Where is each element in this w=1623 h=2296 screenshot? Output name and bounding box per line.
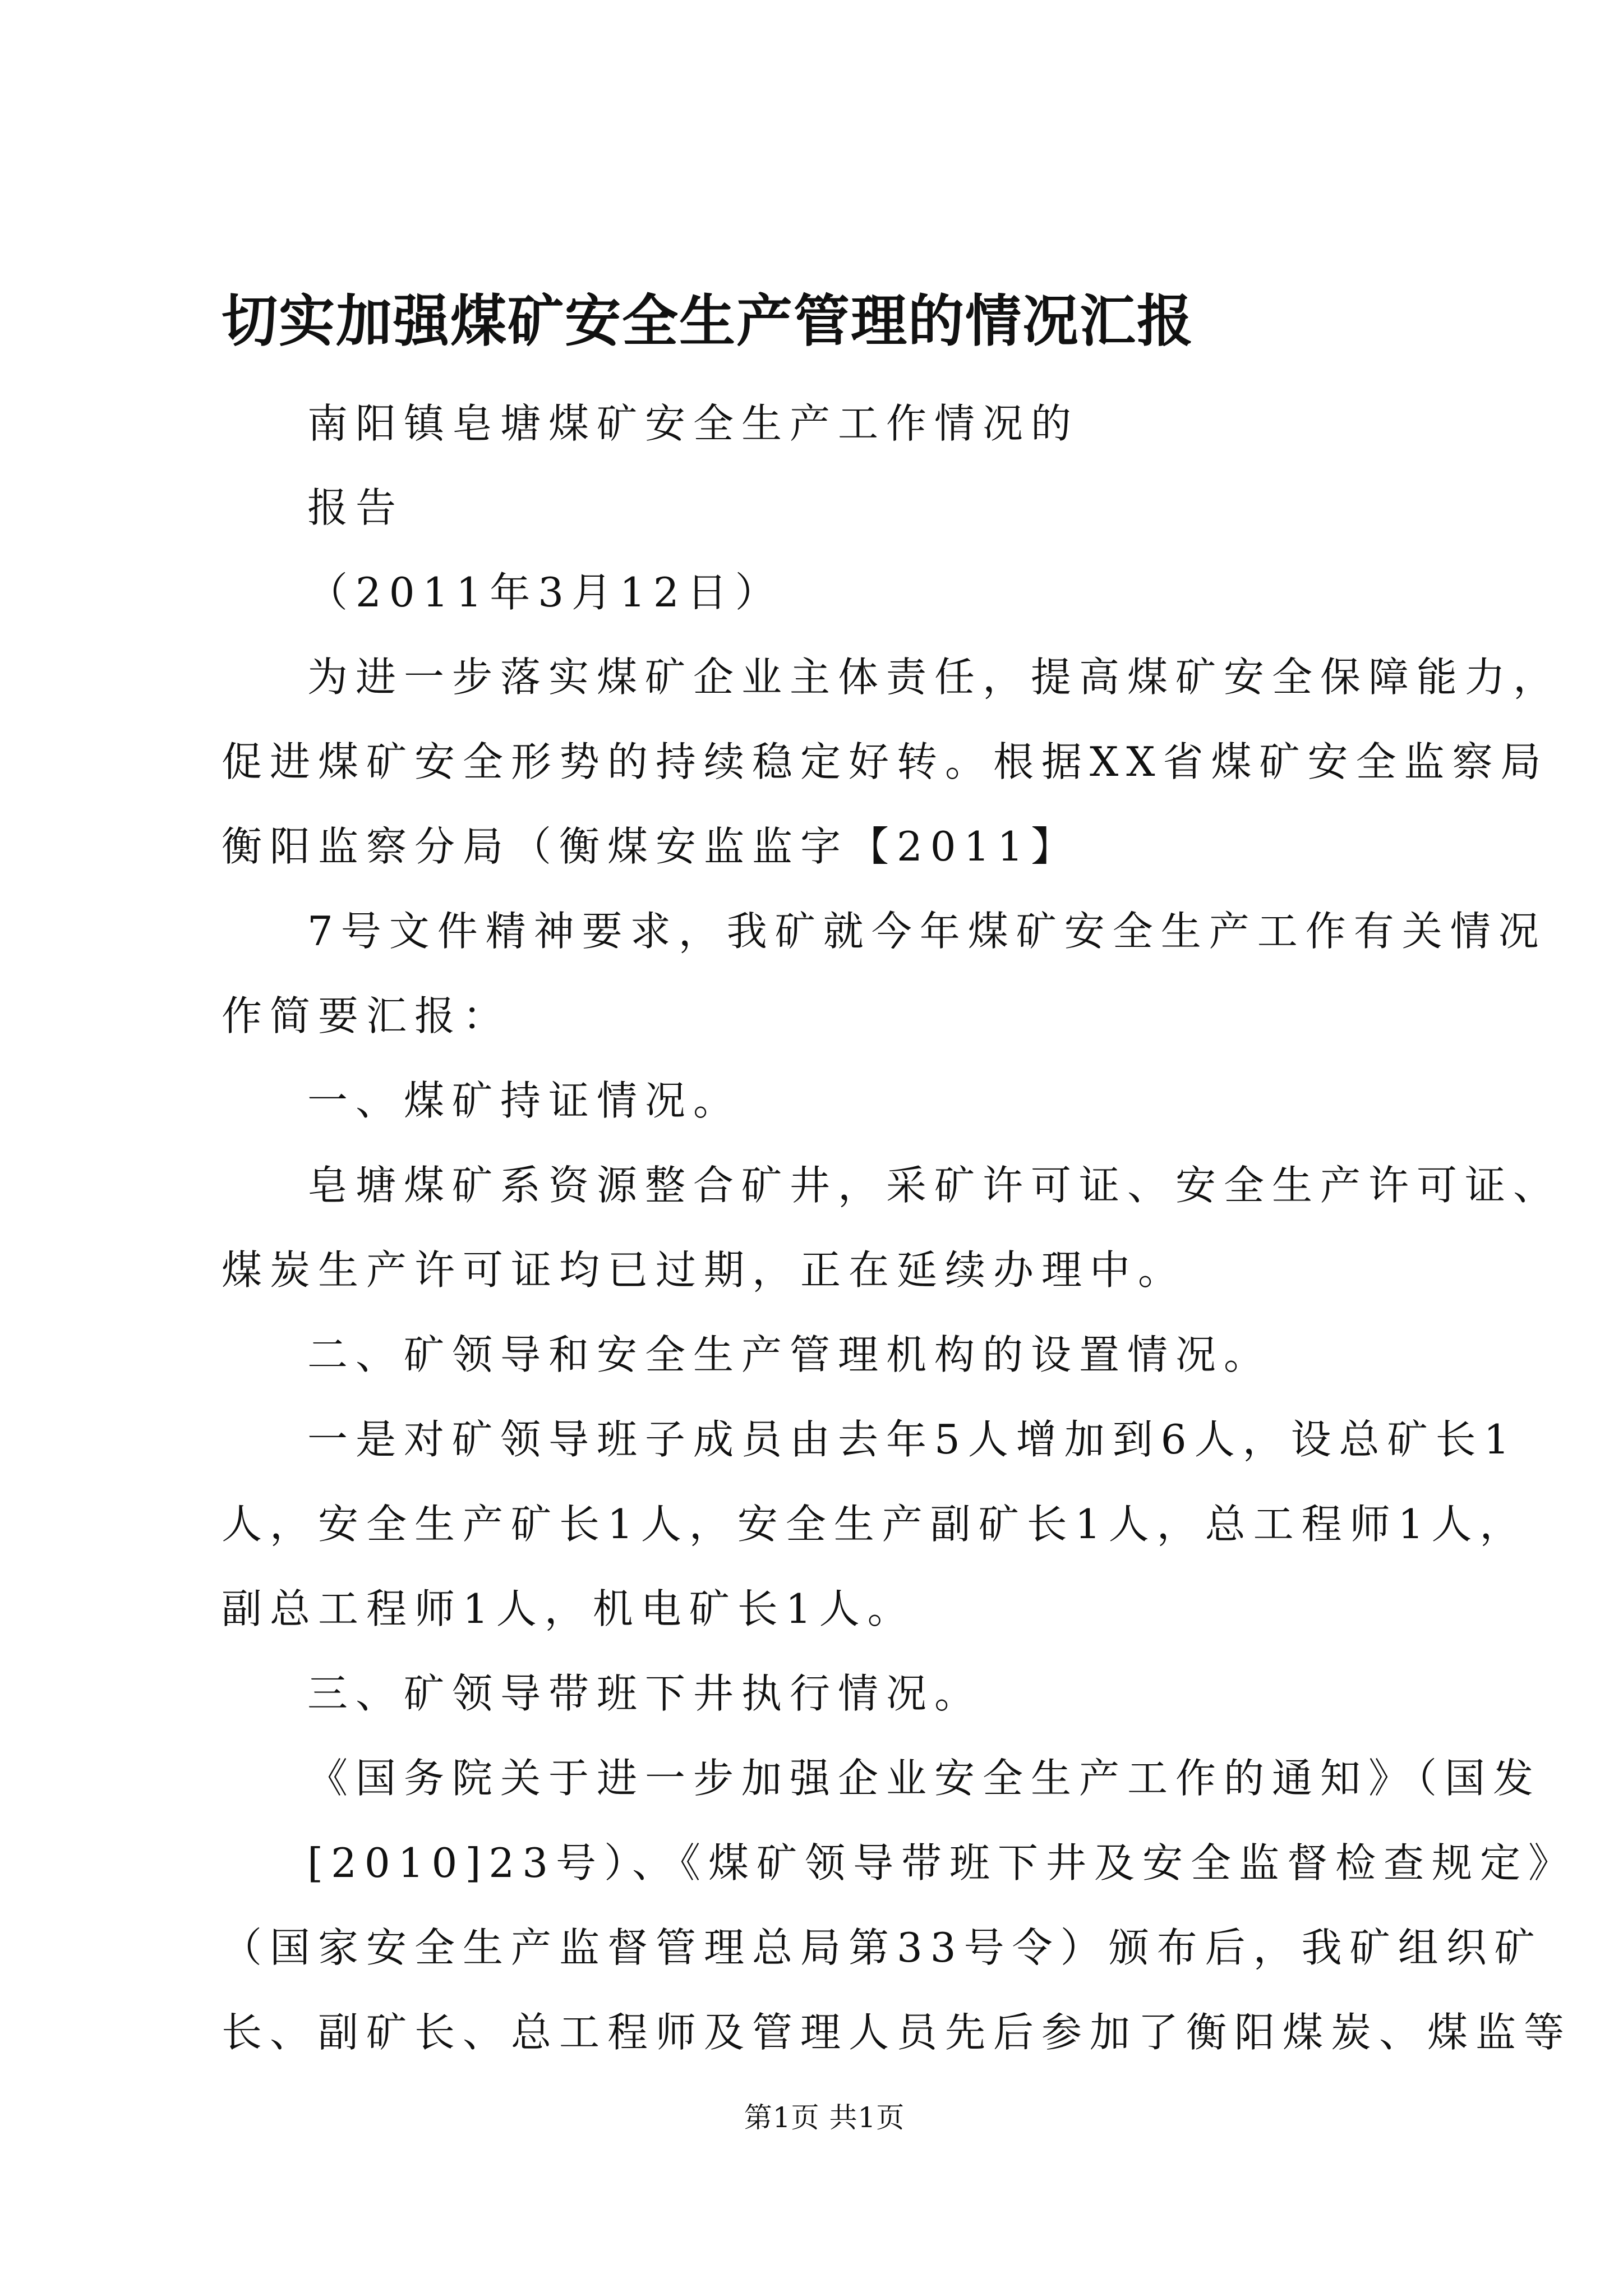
page-footer: 第1页 共1页 — [744, 2101, 905, 2134]
paragraph-1-line-2: 促进煤矿安全形势的持续稳定好转。根据XX省煤矿安全监察局 — [222, 738, 1549, 785]
section-3-body-line-3: （国家安全生产监督管理总局第33号令）颁布后，我矿组织矿 — [222, 1924, 1543, 1971]
subtitle-line-2: 报告 — [307, 484, 404, 531]
section-1-body-line-1: 皂塘煤矿系资源整合矿井，采矿许可证、安全生产许可证、 — [307, 1162, 1562, 1209]
section-2-body-line-3: 副总工程师1人，机电矿长1人。 — [222, 1585, 916, 1632]
subtitle-line-1: 南阳镇皂塘煤矿安全生产工作情况的 — [307, 400, 1080, 447]
paragraph-1-line-3: 衡阳监察分局（衡煤安监监字【2011】 — [222, 823, 1080, 870]
paragraph-1-line-1: 为进一步落实煤矿企业主体责任，提高煤矿安全保障能力， — [307, 654, 1562, 701]
section-2-body-line-2: 人，安全生产矿长1人，安全生产副矿长1人，总工程师1人， — [222, 1501, 1528, 1548]
section-2-heading: 二、矿领导和安全生产管理机构的设置情况。 — [307, 1331, 1272, 1378]
paragraph-2-line-2: 作简要汇报： — [222, 992, 511, 1039]
document-title: 切实加强煤矿安全生产管理的情况汇报 — [222, 288, 1194, 354]
report-date: （2011年3月12日） — [307, 569, 783, 616]
section-3-body-line-4: 长、副矿长、总工程师及管理人员先后参加了衡阳煤炭、煤监等 — [222, 2009, 1573, 2056]
section-1-heading: 一、煤矿持证情况。 — [307, 1077, 742, 1124]
section-3-heading: 三、矿领导带班下井执行情况。 — [307, 1670, 983, 1717]
section-1-body-line-2: 煤炭生产许可证均已过期，正在延续办理中。 — [222, 1246, 1187, 1294]
section-3-body-line-1: 《国务院关于进一步加强企业安全生产工作的通知》（国发 — [307, 1755, 1542, 1802]
paragraph-2-line-1: 7号文件精神要求，我矿就今年煤矿安全生产工作有关情况 — [307, 908, 1547, 955]
section-3-body-line-2: [2010]23号）、《煤矿领导带班下井及安全监督检查规定》 — [307, 1839, 1577, 1887]
section-2-body-line-1: 一是对矿领导班子成员由去年5人增加到6人，设总矿长1 — [307, 1416, 1518, 1463]
